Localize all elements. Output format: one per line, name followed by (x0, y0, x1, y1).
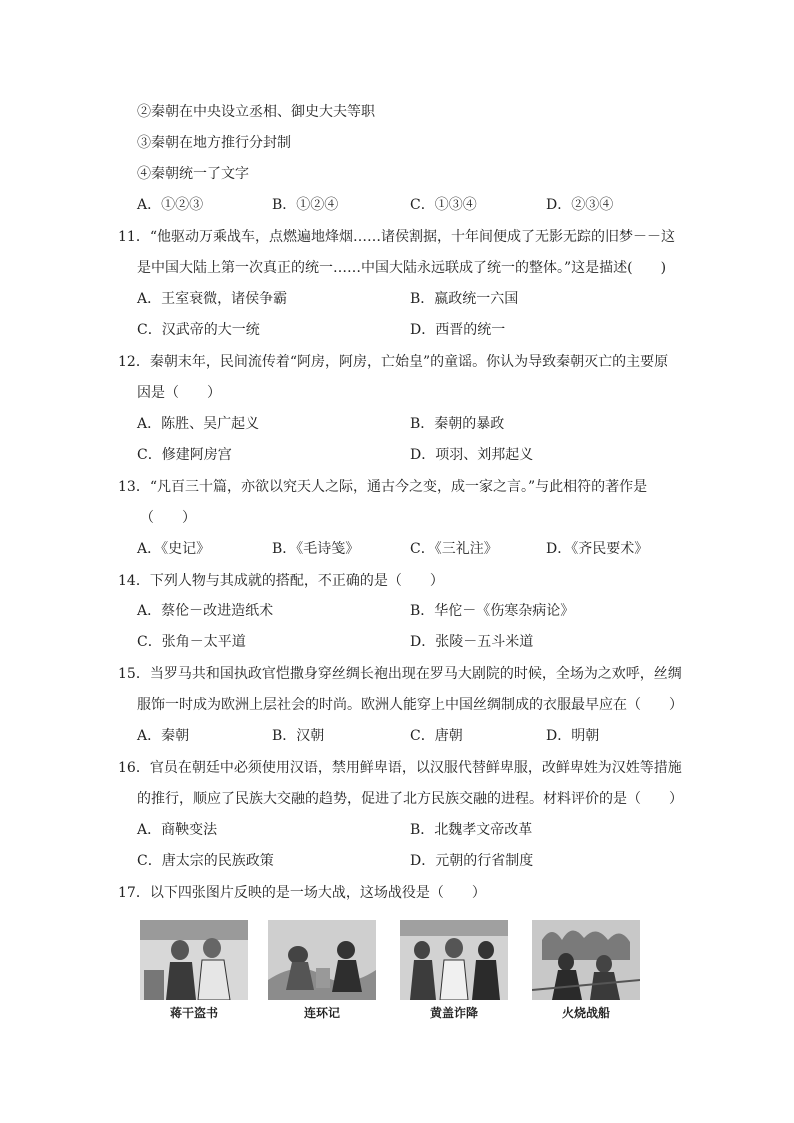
q11-stem-line2: 是中国大陆上第一次真正的统一……中国大陆永远联成了统一的整体。”这是描述( ) (137, 260, 667, 276)
q12-stem-line1: 12．秦朝末年，民间流传着“阿房，阿房，亡始皇”的童谣。你认为导致秦朝灭亡的主要原 (118, 354, 669, 370)
caption-1: 蒋干盗书 (169, 1006, 218, 1020)
q15-stem-line2: 服饰一时成为欧洲上层社会的时尚。欧洲人能穿上中国丝绸制成的衣服最早应在（ ） (137, 697, 683, 713)
q11-option-a[interactable]: A．王室衰微，诸侯争霸 (137, 291, 288, 307)
statement-2: ②秦朝在中央设立丞相、御史大夫等职 (137, 104, 375, 120)
battle-picture-strip (137, 920, 647, 1030)
picture-4 (532, 920, 640, 1030)
picture-3-illustration (400, 920, 508, 1000)
q11-option-b[interactable]: B．嬴政统一六国 (410, 291, 519, 307)
statement-3: ③秦朝在地方推行分封制 (137, 135, 291, 151)
q14-stem: 14．下列人物与其成就的搭配，不正确的是（ ） (118, 573, 444, 589)
q10-option-b[interactable]: B．①②④ (272, 197, 339, 213)
q11-option-c[interactable]: C．汉武帝的大一统 (137, 322, 260, 338)
q16-stem-line2: 的推行，顺应了民族大交融的趋势，促进了北方民族交融的进程。材料评价的是（ ） (137, 791, 683, 807)
q12-option-b[interactable]: B．秦朝的暴政 (410, 416, 505, 432)
q15-option-b[interactable]: B．汉朝 (272, 728, 325, 744)
q14-option-c[interactable]: C．张角－太平道 (137, 634, 246, 650)
q16-option-c[interactable]: C．唐太宗的民族政策 (137, 853, 274, 869)
q16-option-a[interactable]: A．商鞅变法 (137, 822, 218, 838)
q12-stem-line2: 因是（ ） (137, 385, 221, 401)
q13-option-a[interactable]: A．《史记》 (137, 541, 211, 557)
q14-option-d[interactable]: D．张陵－五斗米道 (410, 634, 534, 650)
picture-1-illustration (140, 920, 248, 1000)
q13-option-c[interactable]: C．《三礼注》 (410, 541, 498, 557)
q13-option-d[interactable]: D．《齐民要术》 (546, 541, 649, 557)
picture-1 (140, 920, 248, 1030)
caption-4: 火烧战船 (561, 1006, 610, 1020)
q15-option-a[interactable]: A．秦朝 (137, 728, 190, 744)
q16-option-d[interactable]: D．元朝的行省制度 (410, 853, 534, 869)
q12-option-a[interactable]: A．陈胜、吴广起义 (137, 416, 260, 432)
q13-stem-line2: （ ） (140, 510, 196, 526)
q14-option-a[interactable]: A．蔡伦－改进造纸术 (137, 603, 274, 619)
q10-option-a[interactable]: A．①②③ (137, 197, 204, 213)
q12-option-d[interactable]: D．项羽、刘邦起义 (410, 447, 534, 463)
q10-option-c[interactable]: C．①③④ (410, 197, 477, 213)
q15-stem-line1: 15．当罗马共和国执政官恺撒身穿丝绸长袍出现在罗马大剧院的时候，全场为之欢呼，丝绸 (118, 666, 682, 682)
q11-stem-line1: 11．“他驱动万乘战车，点燃遍地烽烟……诸侯割据，十年间便成了无影无踪的旧梦－－这 (118, 229, 675, 245)
statement-4: ④秦朝统一了文字 (137, 166, 249, 182)
q16-stem-line1: 16．官员在朝廷中必须使用汉语，禁用鲜卑语，以汉服代替鲜卑服，改鲜卑姓为汉姓等措施 (118, 760, 682, 776)
q15-option-c[interactable]: C．唐朝 (410, 728, 463, 744)
picture-3 (400, 920, 508, 1030)
q15-option-d[interactable]: D．明朝 (546, 728, 600, 744)
caption-3: 黄盖诈降 (429, 1006, 478, 1020)
q12-option-c[interactable]: C．修建阿房宫 (137, 447, 232, 463)
q13-option-b[interactable]: B．《毛诗笺》 (272, 541, 360, 557)
q16-option-b[interactable]: B．北魏孝文帝改革 (410, 822, 533, 838)
q11-option-d[interactable]: D．西晋的统一 (410, 322, 506, 338)
picture-2-illustration (268, 920, 376, 1000)
q17-stem: 17．以下四张图片反映的是一场大战，这场战役是（ ） (118, 885, 486, 901)
picture-2 (268, 920, 376, 1030)
picture-4-illustration (532, 920, 640, 1000)
q13-stem-line1: 13．“凡百三十篇，亦欲以究天人之际，通古今之变，成一家之言。”与此相符的著作是 (118, 479, 648, 495)
q14-option-b[interactable]: B．华佗－《伤寒杂病论》 (410, 603, 575, 619)
q10-option-d[interactable]: D．②③④ (546, 197, 614, 213)
caption-2: 连环记 (303, 1006, 340, 1020)
